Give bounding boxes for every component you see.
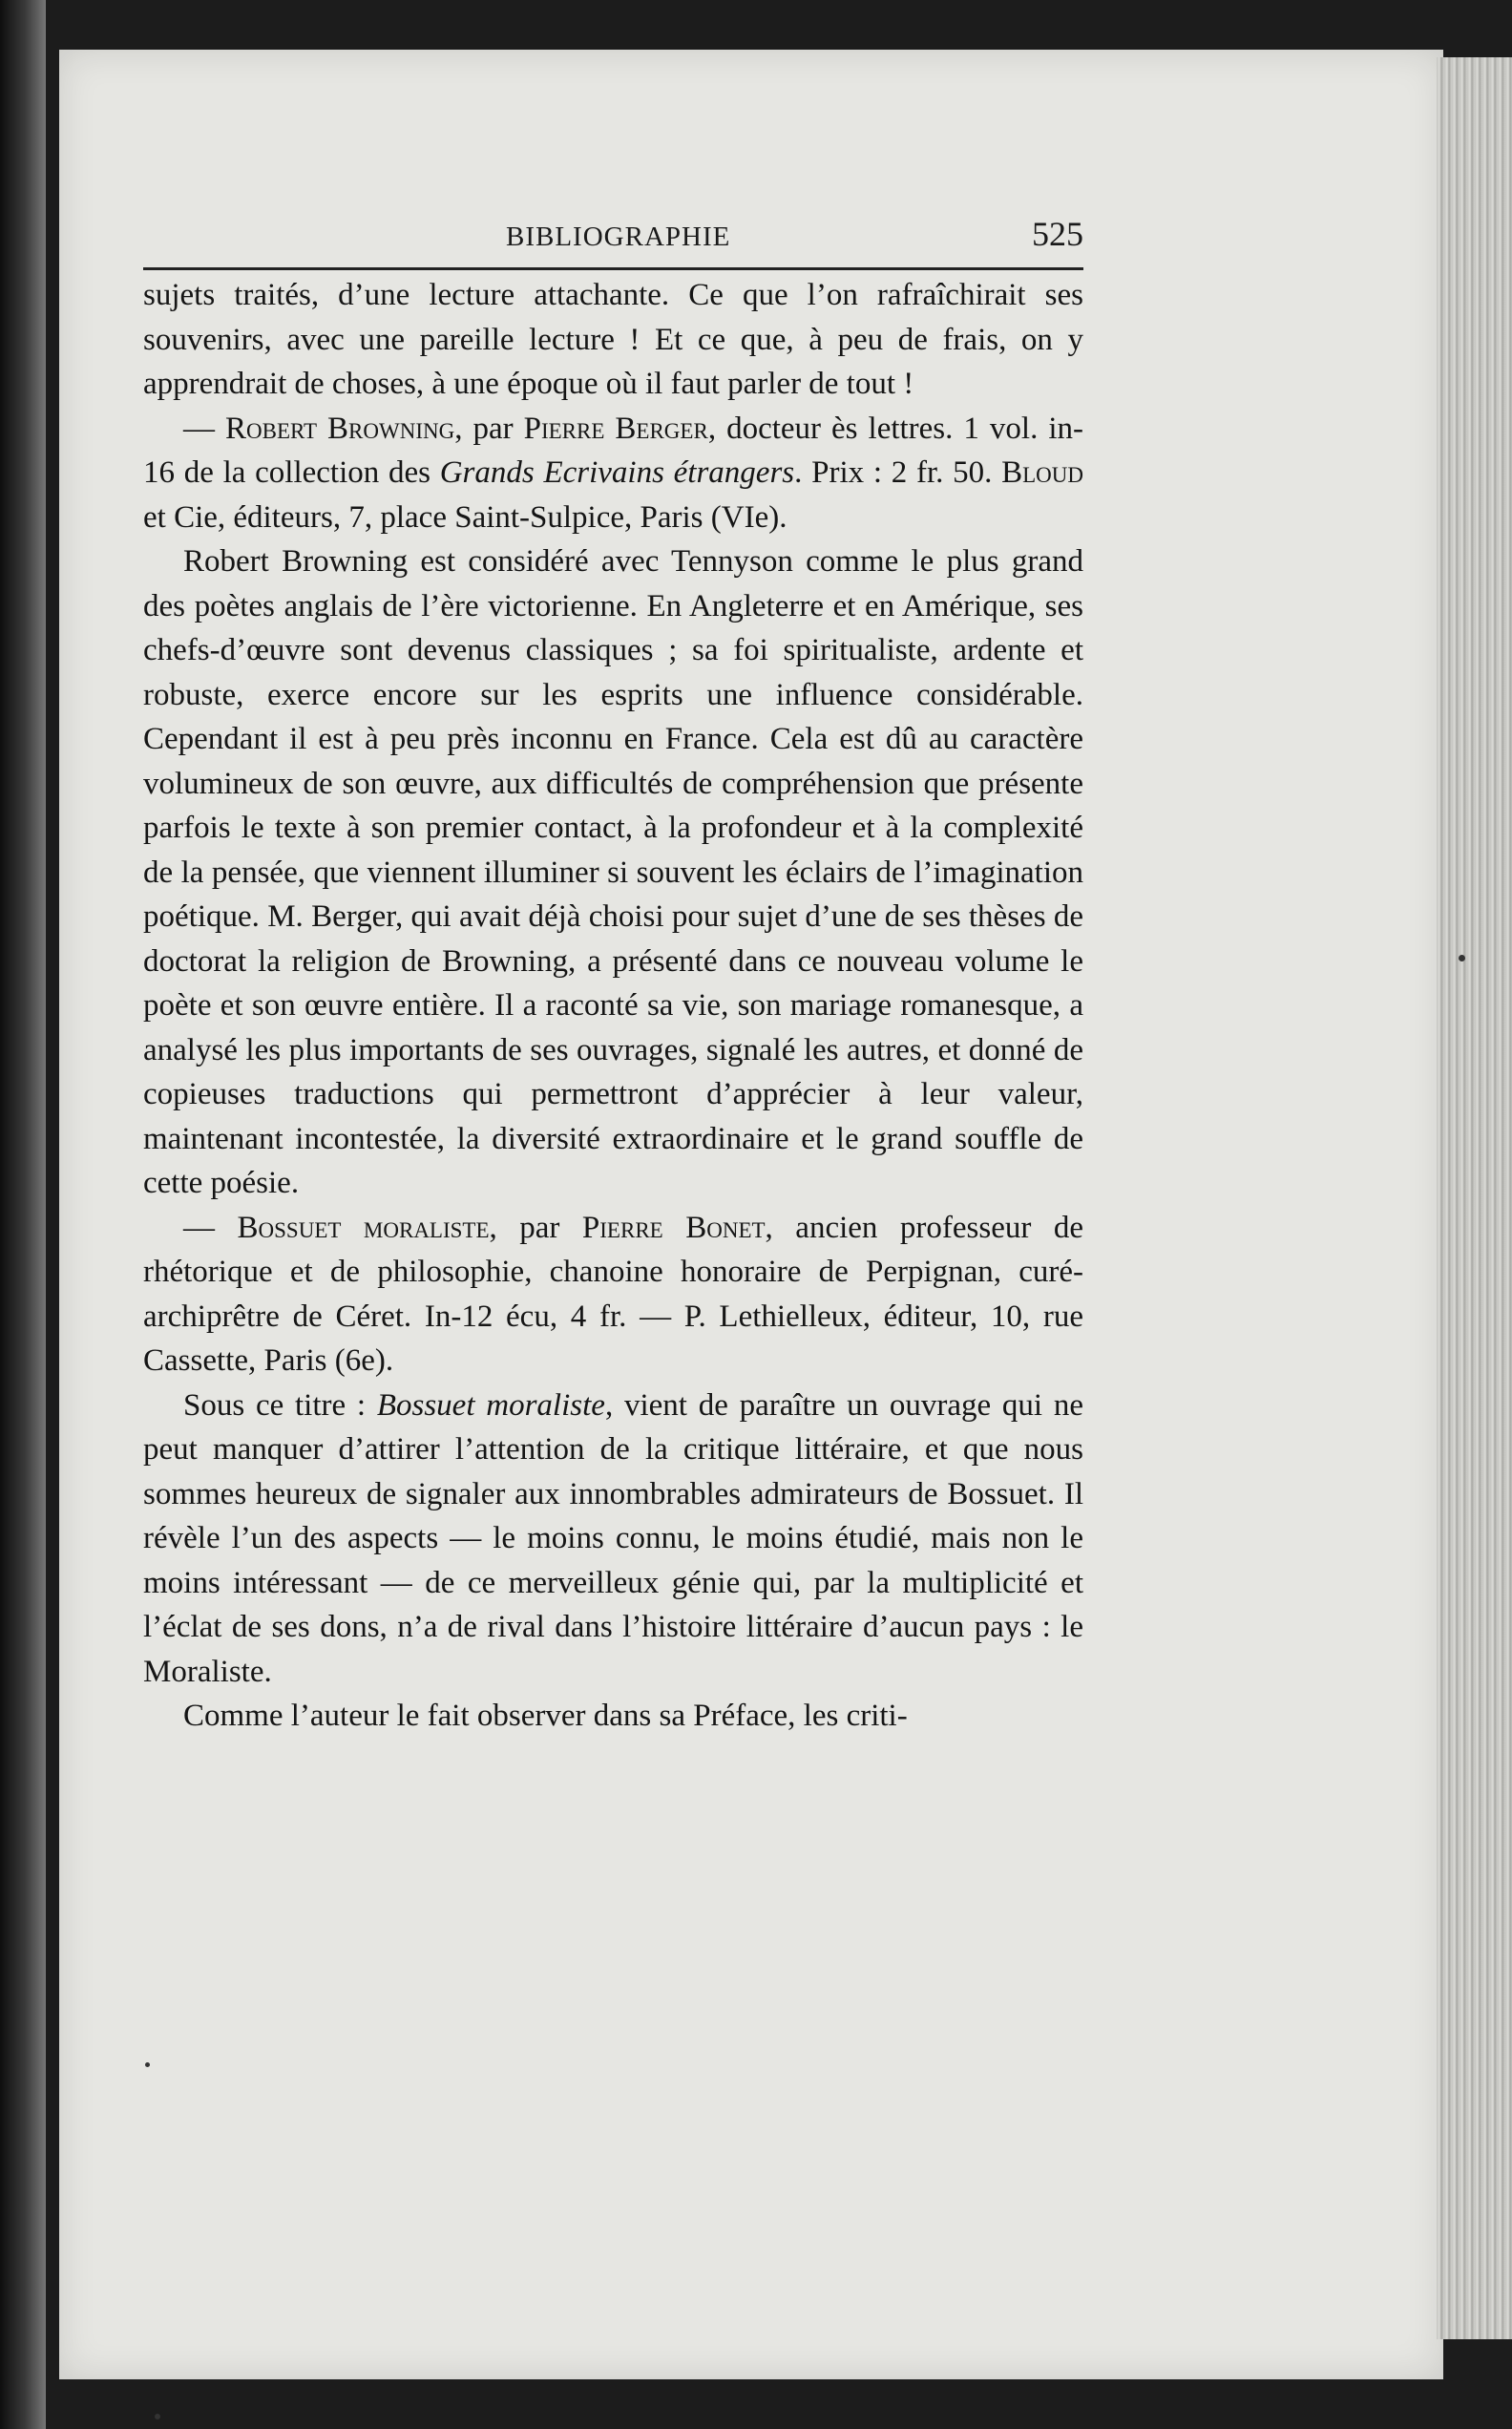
entry-dash: —: [183, 411, 226, 446]
paragraph-continuation: sujets traités, d’une lecture attachante. Ce que l’on rafraîchirait ses souvenirs, avec une pareille lecture ! Et ce que, à peu de frais, on y apprendrait de choses, à une époque où il faut parler de tout !: [143, 278, 1083, 401]
publisher-name: Bloud: [1001, 455, 1083, 490]
entry-dash: —: [183, 1210, 238, 1245]
review-text: , vient de paraître un ouvrage qui ne peut manquer d’attirer l’attention de la critique littéraire, et que nous sommes heureux de signaler aux innombrables admirateurs de Bossuet. Il révèle l’un des aspects — le moins connu, le moins étudié, mais non le moins intéressant — de ce merveilleux génie qui, par la multiplicité et l’éclat de ses dons, n’a de rival dans l’histoire littéraire d’aucun pays : le Moraliste.: [143, 1387, 1083, 1689]
page-number: 525: [1032, 215, 1083, 253]
entry-description: , docteur ès lettres. 1 vol. in-16 de la collection des: [143, 411, 1083, 490]
entry-by: , par: [489, 1210, 582, 1245]
entry-price: . Prix : 2 fr. 50.: [794, 455, 1002, 490]
page-edges: [1437, 57, 1512, 2339]
page-body: [143, 273, 1083, 1739]
entry-by: , par: [454, 411, 524, 446]
scan-speck: [1459, 955, 1465, 961]
entry-description: , ancien professeur de rhétorique et de philosophie, chanoine honoraire de Perpignan, curé-archiprêtre de Céret. In-12 écu, 4 fr. — P. Lethielleux, éditeur, 10, rue Cassette, Paris (6e).: [143, 1210, 1083, 1378]
book-title-italic: Bossuet moraliste: [376, 1387, 605, 1423]
scan-speck: [145, 2062, 150, 2067]
review-bossuet: [143, 1383, 1083, 1695]
book-title: Bossuet moraliste: [237, 1210, 490, 1245]
book-author: Pierre Berger: [523, 411, 708, 446]
book-author: Pierre Bonet: [581, 1210, 766, 1245]
scan-speck: [155, 2414, 160, 2419]
entry-robert-browning: [143, 407, 1083, 540]
page-header: [143, 208, 1083, 270]
book-title: Robert Browning: [225, 411, 455, 446]
entry-bossuet-moraliste: [143, 1206, 1083, 1383]
series-title: Grands Ecrivains étrangers: [439, 455, 795, 490]
running-head: BIBLIOGRAPHIE: [506, 222, 731, 252]
paragraph-continues: Comme l’auteur le fait observer dans sa Préface, les criti-: [183, 1699, 908, 1733]
book-spine-shadow: [0, 0, 46, 2429]
publisher-address: et Cie, éditeurs, 7, place Saint-Sulpice, Paris (VIe).: [143, 499, 788, 535]
review-browning: Robert Browning est considéré avec Tennyson comme le plus grand des poètes anglais de l’ère victorienne. En Angleterre et en Amérique, ses chefs-d’œuvre sont devenus classiques ; sa foi spiritualiste, ardente et robuste, exerce encore sur les esprits une influence considérable. Cependant il est à peu près inconnu en France. Cela est dû au caractère volumineux de son œuvre, aux difficultés de compréhension que présente parfois le texte à son premier contact, à la profondeur et à la complexité de la pensée, que viennent illuminer si souvent les éclairs de l’imagination poétique. M. Berger, qui avait déjà choisi pour sujet d’une de ses thèses de doctorat la religion de Browning, a présenté dans ce nouveau volume le poète et son œuvre entière. Il a raconté sa vie, son mariage romanesque, a analysé les plus importants de ses ouvrages, signalé les autres, et donné de copieuses traductions qui permettront d’apprécier à leur valeur, maintenant incontestée, la diversité extraordinaire et le grand souffle de cette poésie.: [143, 544, 1083, 1200]
review-lead: Sous ce titre :: [183, 1387, 377, 1423]
